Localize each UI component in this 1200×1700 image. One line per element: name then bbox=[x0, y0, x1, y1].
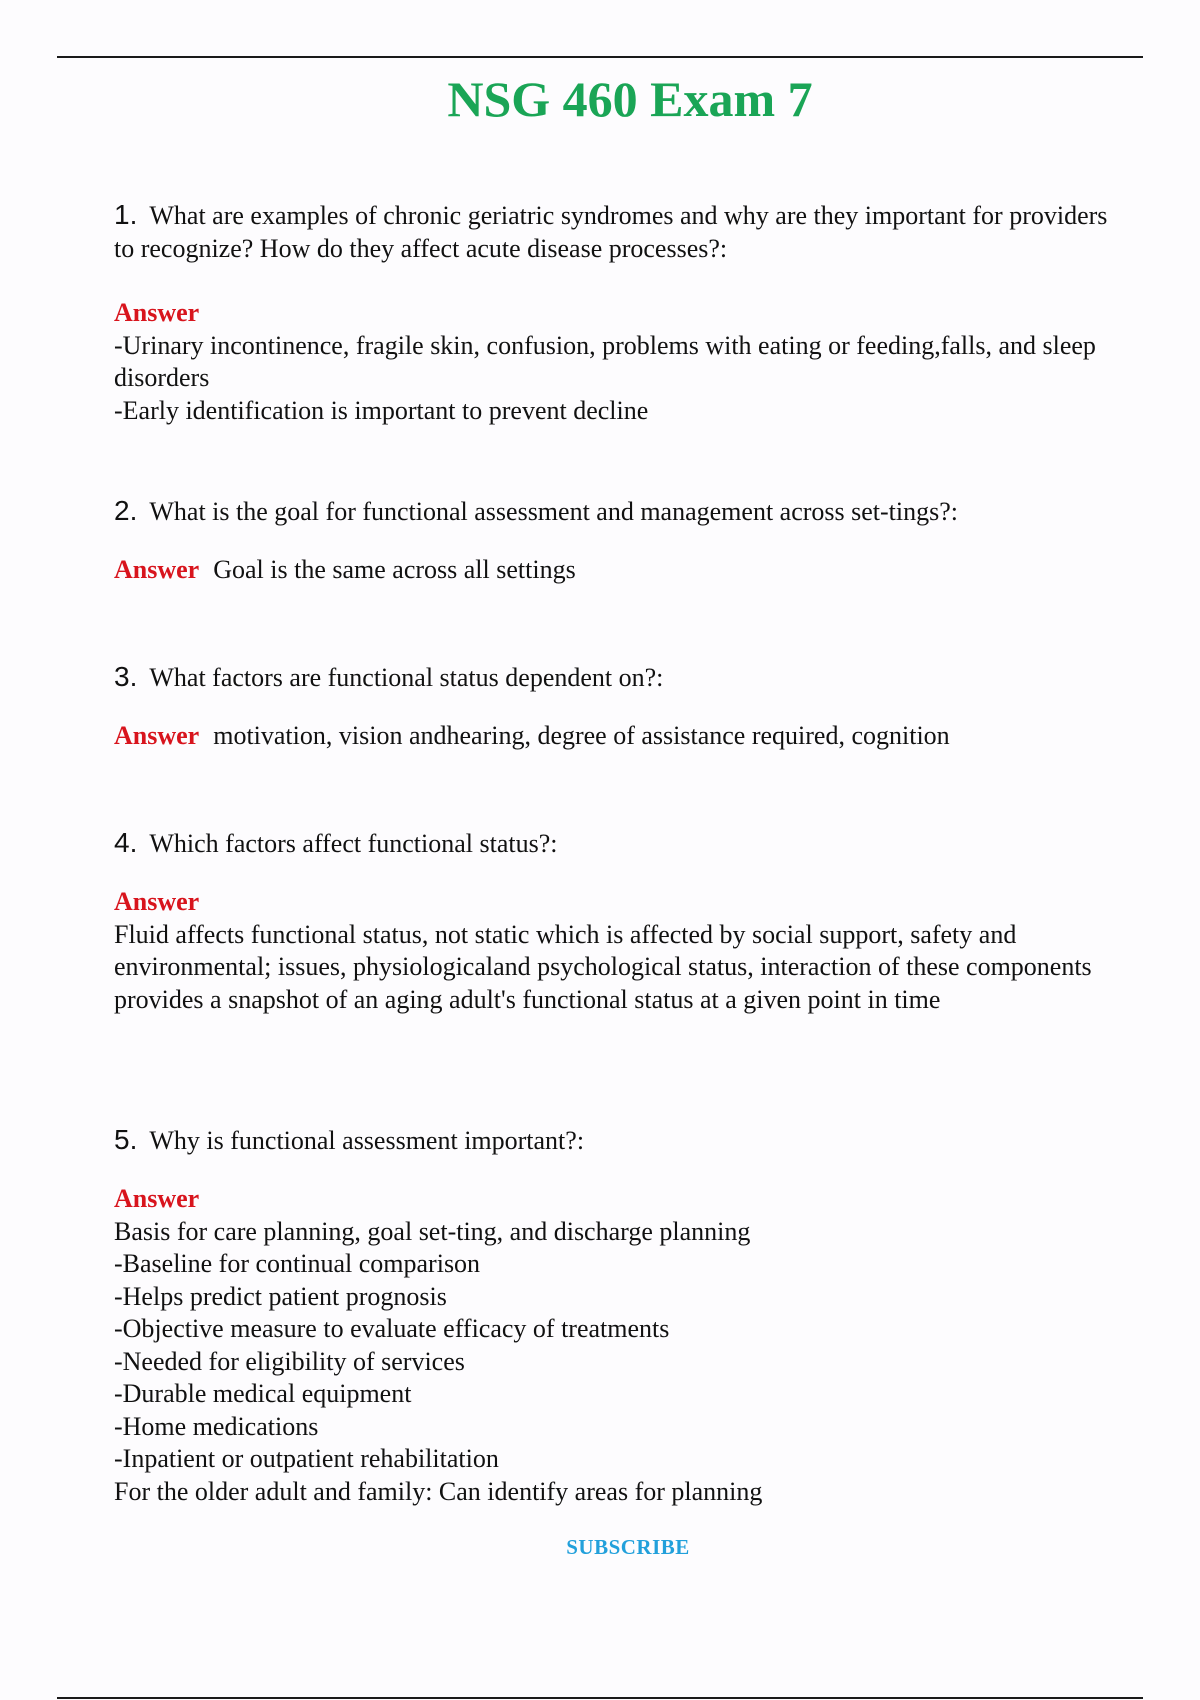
answer-line: -Needed for eligibility of services bbox=[114, 1346, 465, 1376]
question-text: What are examples of chronic geriatric syndromes and why are they important for providers to recognize? How do they affect acute disease processes?: bbox=[114, 201, 1108, 263]
question-text: What is the goal for functional assessment and management across set-tings?: bbox=[149, 497, 959, 526]
answer-line: -Inpatient or outpatient rehabilitation bbox=[114, 1444, 499, 1473]
answer-label: Answer bbox=[114, 298, 200, 327]
answer-line: -Durable medical equipment bbox=[114, 1379, 412, 1408]
question-2 bbox=[114, 494, 1114, 528]
question-text: Which factors affect functional status?: bbox=[149, 829, 558, 858]
answer-line: Fluid affects functional status, not static which is affected by social support, safety and environmental; issues, physiologicaland psychological status, interaction of these components provides a snapshot of an aging adult's functional status at a given point in time bbox=[114, 919, 1092, 1014]
qa-item-3 bbox=[114, 660, 1114, 753]
answer-5 bbox=[114, 1183, 1114, 1508]
answer-4 bbox=[114, 886, 1114, 1016]
answer-line: motivation, vision andhearing, degree of assistance required, cognition bbox=[213, 721, 950, 750]
bottom-rule bbox=[57, 1697, 1143, 1699]
answer-line: -Helps predict patient prognosis bbox=[114, 1281, 447, 1311]
question-5 bbox=[114, 1123, 1114, 1157]
question-1 bbox=[114, 198, 1114, 265]
answer-label: Answer bbox=[114, 887, 200, 916]
question-number: 3. bbox=[114, 661, 138, 692]
question-number: 5. bbox=[114, 1124, 138, 1155]
question-3 bbox=[114, 660, 1114, 694]
qa-item-2 bbox=[114, 494, 1114, 587]
answer-line: -Baseline for continual comparison bbox=[114, 1249, 481, 1278]
subscribe-link[interactable]: SUBSCRIBE bbox=[566, 1535, 690, 1559]
document-title: NSG 460 Exam 7 bbox=[447, 71, 813, 127]
question-number: 1. bbox=[114, 199, 138, 230]
answer-label: Answer bbox=[114, 1184, 200, 1213]
answer-3 bbox=[114, 720, 1114, 753]
question-number: 4. bbox=[114, 827, 138, 858]
answer-line: -Urinary incontinence, fragile skin, confusion, problems with eating or feeding,falls, and sleep disorders bbox=[114, 330, 1096, 392]
answer-line: -Home medications bbox=[114, 1411, 319, 1441]
answer-label: Answer bbox=[114, 555, 200, 584]
answer-line: Basis for care planning, goal set-ting, and discharge planning bbox=[114, 1216, 751, 1246]
question-text: What factors are functional status dependent on?: bbox=[149, 663, 664, 692]
qa-item-4 bbox=[114, 826, 1114, 1016]
answer-label: Answer bbox=[114, 721, 200, 750]
qa-item-1 bbox=[114, 198, 1114, 427]
question-4 bbox=[114, 826, 1114, 860]
question-text: Why is functional assessment important?: bbox=[149, 1126, 585, 1155]
top-rule bbox=[57, 56, 1143, 58]
qa-item-5 bbox=[114, 1123, 1114, 1508]
answer-line: -Early identification is important to prevent decline bbox=[114, 395, 649, 425]
answer-line: Goal is the same across all settings bbox=[213, 555, 576, 584]
answer-1 bbox=[114, 297, 1114, 427]
answer-line: For the older adult and family: Can identify areas for planning bbox=[114, 1476, 763, 1506]
question-number: 2. bbox=[114, 495, 138, 526]
answer-line: -Objective measure to evaluate efficacy of treatments bbox=[114, 1314, 670, 1343]
answer-2 bbox=[114, 554, 1114, 587]
